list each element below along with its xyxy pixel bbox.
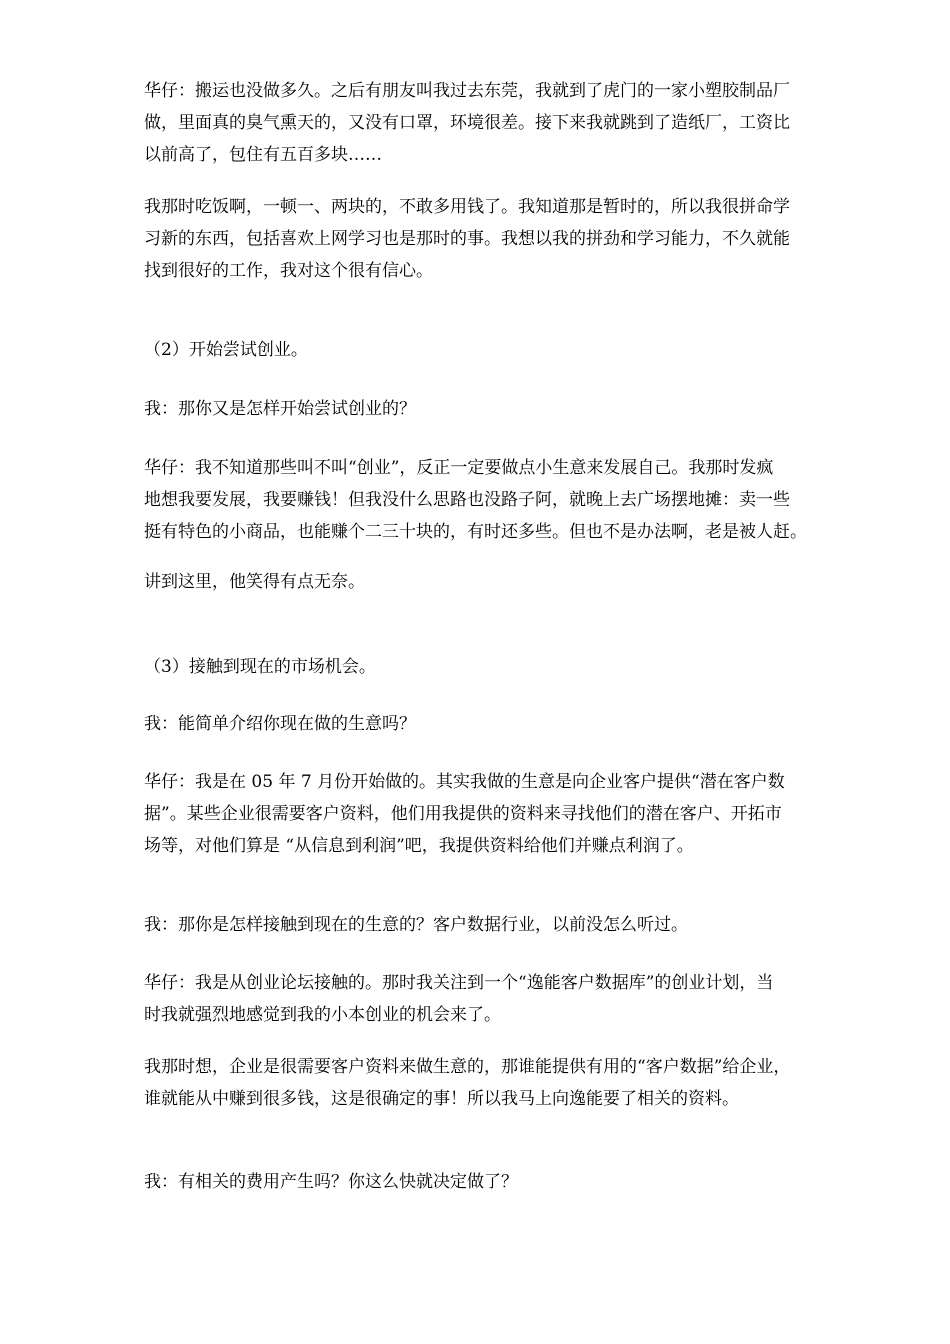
text-line: 我：那你又是怎样开始尝试创业的？	[144, 399, 416, 419]
text-line: 华仔：我是在 05 年 7 月份开始做的。其实我做的生意是向企业客户提供“潜在客户数	[144, 772, 785, 792]
text-line: 以前高了，包住有五百多块……	[144, 145, 382, 165]
paragraph-narration	[144, 566, 884, 598]
paragraph-question-contact	[144, 909, 884, 941]
paragraph-question-fees	[144, 1166, 884, 1198]
text-line: 讲到这里，他笑得有点无奈。	[144, 572, 365, 592]
text-line: 华仔：我不知道那些叫不叫“创业”，反正一定要做点小生意来发展自己。我那时发疯	[144, 458, 774, 478]
paragraph-huazai-street-stall	[144, 452, 884, 548]
text-line: 我那时吃饭啊，一顿一、两块的，不敢多用钱了。我知道那是暂时的，所以我很拼命学	[144, 197, 790, 217]
text-line: 习新的东西，包括喜欢上网学习也是那时的事。我想以我的拼劲和学习能力，不久就能	[144, 229, 790, 249]
text-line: 据”。某些企业很需要客户资料，他们用我提供的资料来寻找他们的潜在客户、开拓市	[144, 804, 782, 824]
paragraph-question-start	[144, 393, 884, 425]
text-line: 时我就强烈地感觉到我的小本创业的机会来了。	[144, 1005, 501, 1025]
text-line: 我那时想，企业是很需要客户资料来做生意的，那谁能提供有用的“客户数据”给企业，	[144, 1057, 791, 1077]
section-heading: （2）开始尝试创业。	[144, 340, 308, 360]
text-line: 场等，对他们算是 “从信息到利润”吧，我提供资料给他们并赚点利润了。	[144, 836, 694, 856]
paragraph-frugal-living	[144, 191, 884, 287]
text-line: 华仔：我是从创业论坛接触的。那时我关注到一个“逸能客户数据库”的创业计划，当	[144, 973, 774, 993]
text-line: 我：能简单介绍你现在做的生意吗？	[144, 714, 416, 734]
text-line: 挺有特色的小商品，也能赚个二三十块的，有时还多些。但也不是办法啊，老是被人赶。	[144, 522, 807, 542]
text-line: 地想我要发展，我要赚钱！但我没什么思路也没路子阿，就晚上去广场摆地摊：卖一些	[144, 490, 790, 510]
paragraph-huazai-business	[144, 766, 884, 862]
paragraph-question-business	[144, 708, 884, 740]
text-line: 我：那你是怎样接触到现在的生意的？客户数据行业，以前没怎么听过。	[144, 915, 688, 935]
paragraph-huazai-thoughts	[144, 1051, 884, 1115]
section-heading: （3）接触到现在的市场机会。	[144, 657, 376, 677]
text-line: 谁就能从中赚到很多钱，这是很确定的事！所以我马上向逸能要了相关的资料。	[144, 1089, 739, 1109]
paragraph-huazai-early-jobs	[144, 75, 884, 171]
text-line: 做，里面真的臭气熏天的，又没有口罩，环境很差。接下来我就跳到了造纸厂，工资比	[144, 113, 790, 133]
text-line: 我：有相关的费用产生吗？你这么快就决定做了？	[144, 1172, 518, 1192]
paragraph-huazai-forum	[144, 967, 884, 1031]
section-heading-3	[144, 651, 884, 683]
section-heading-2	[144, 334, 884, 366]
text-line: 华仔：搬运也没做多久。之后有朋友叫我过去东莞，我就到了虎门的一家小塑胶制品厂	[144, 81, 790, 101]
text-line: 找到很好的工作，我对这个很有信心。	[144, 261, 433, 281]
